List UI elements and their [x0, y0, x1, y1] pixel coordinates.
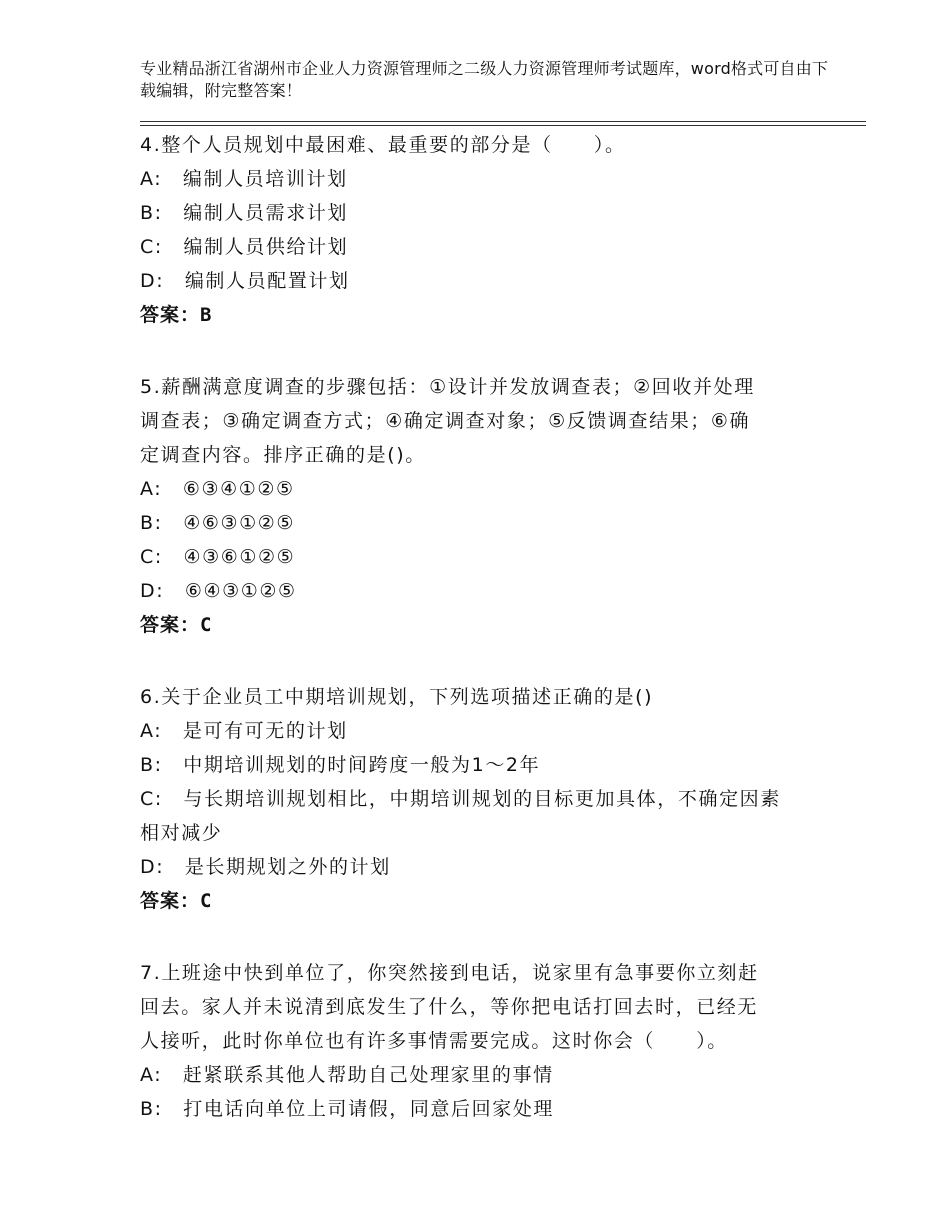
option-a: A: 赶紧联系其他人帮助自己处理家里的事情 [140, 1064, 554, 1086]
question-4 [140, 128, 820, 332]
option-b: B: ④⑥③①②⑤ [140, 512, 296, 534]
option-d: D: 是长期规划之外的计划 [140, 856, 391, 878]
document-header: 专业精品浙江省湖州市企业人力资源管理师之二级人力资源管理师考试题库，word格式可自由下载编辑，附完整答案！ [140, 59, 829, 100]
option-a: A: 是可有可无的计划 [140, 720, 348, 742]
option-b: B: 打电话向单位上司请假，同意后回家处理 [140, 1098, 555, 1120]
option-a: A: ⑥③④①②⑤ [140, 478, 295, 500]
question-list [140, 128, 820, 1164]
question-stem: 5.薪酬满意度调查的步骤包括：①设计并发放调查表；②回收并处理 [140, 376, 755, 398]
option-d: D: 编制人员配置计划 [140, 270, 350, 292]
question-stem: 4.整个人员规划中最困难、最重要的部分是（ ）。 [140, 134, 626, 156]
question-stem: 调查表；③确定调查方式；④确定调查对象；⑤反馈调查结果；⑥确 [140, 410, 751, 432]
answer-value: C [200, 890, 213, 912]
option-c-continued: 相对减少 [140, 822, 223, 844]
option-a: A: 编制人员培训计划 [140, 168, 348, 190]
question-6 [140, 680, 820, 918]
answer-line [140, 608, 820, 642]
question-7 [140, 956, 820, 1126]
answer-label: 答案： [140, 614, 201, 636]
option-c: C: ④③⑥①②⑤ [140, 546, 296, 568]
answer-line [140, 298, 820, 332]
question-stem: 人接听，此时你单位也有许多事情需要完成。这时你会（ ）。 [140, 1030, 728, 1052]
answer-label: 答案： [140, 304, 201, 326]
question-stem: 7.上班途中快到单位了，你突然接到电话，说家里有急事要你立刻赶 [140, 962, 759, 984]
header-rule-top [140, 121, 866, 122]
header-rule-bottom [140, 125, 866, 126]
answer-value: B [200, 304, 213, 326]
answer-label: 答案： [140, 890, 201, 912]
option-b: B: 中期培训规划的时间跨度一般为1～2年 [140, 754, 541, 776]
option-d: D: ⑥④③①②⑤ [140, 580, 297, 602]
option-c: C: 编制人员供给计划 [140, 236, 349, 258]
option-b: B: 编制人员需求计划 [140, 202, 349, 224]
question-stem: 回去。家人并未说清到底发生了什么，等你把电话打回去时，已经无 [140, 996, 759, 1018]
question-stem: 6.关于企业员工中期培训规划，下列选项描述正确的是() [140, 686, 654, 708]
answer-line [140, 884, 820, 918]
answer-value: C [200, 614, 213, 636]
option-c: C: 与长期培训规划相比，中期培训规划的目标更加具体，不确定因素 [140, 788, 781, 810]
question-stem: 定调查内容。排序正确的是()。 [140, 444, 426, 466]
question-5 [140, 370, 820, 642]
